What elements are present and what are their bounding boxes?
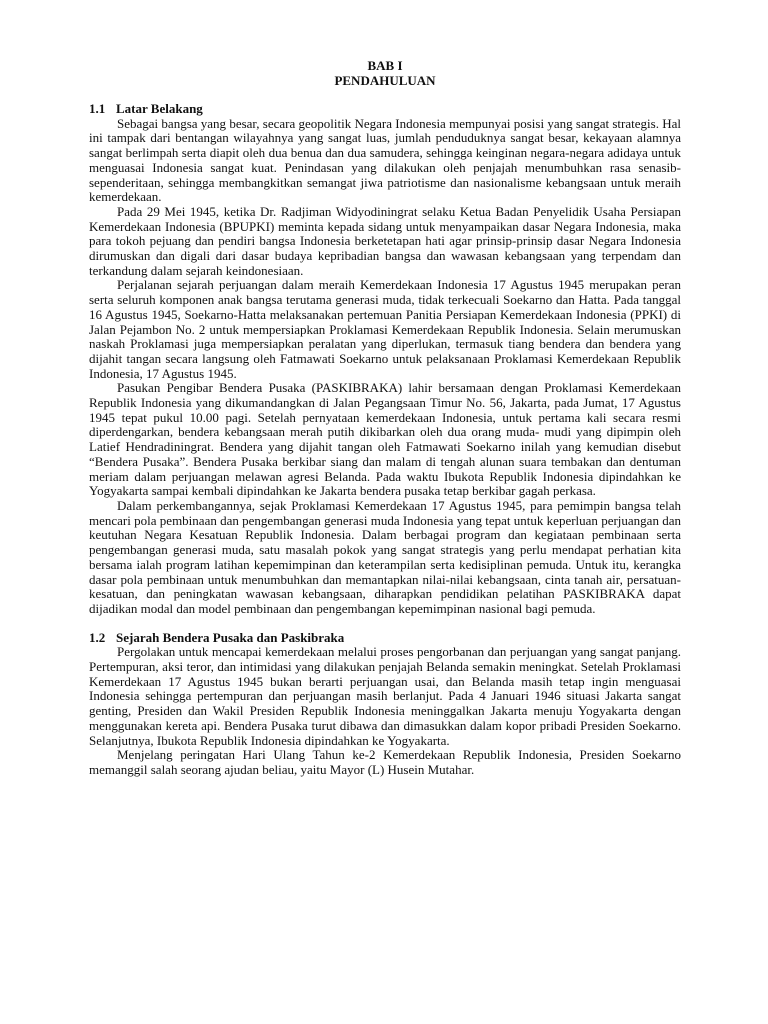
- paragraph: Pasukan Pengibar Bendera Pusaka (PASKIBRAKA) lahir bersamaan dengan Proklamasi Kemerdekaan Republik Indonesia yang dikumandangkan di Jalan Pegangsaan Timur No. 56, Jakarta, pada Jumat, 17 Agustus 1945 tepat pukul 10.00 pagi. Setelah pernyataan kemerdekaan Indonesia, untuk pertama kali secara resmi diperdengarkan, bendera kebangsaan merah putih dikibarkan oleh dua orang muda- mudi yang dipimpin oleh Latief Hendradiningrat. Bendera yang dijahit tangan oleh Fatmawati Soekarno inilah yang kemudian disebut “Bendera Pusaka”. Bendera Pusaka berkibar siang dan malam di tengah alunan suara tembakan dan dentuman meriam dalam perjuangan melawan agresi Belanda. Pada waktu Ibukota Republik Indonesia dipindahkan ke Yogyakarta sampai kembali dipindahkan ke Jakarta bendera pusaka tetap berkibar gagah perkasa.: [89, 380, 681, 499]
- paragraph: Sebagai bangsa yang besar, secara geopolitik Negara Indonesia mempunyai posisi yang sangat strategis. Hal ini tampak dari bentangan wilayahnya yang sangat luas, jumlah penduduknya sangat besar, kekayaan alamnya sangat berlimpah serta diapit oleh dua benua dan dua samudera, sehingga keinginan negara-negara adidaya untuk menguasai Indonesia sangat kuat. Penindasan yang dilakukan oleh penjajah menumbuhkan rasa senasib-sependeritaan, sehingga membangkitkan semangat jiwa patriotisme dan nasionalisme kebangsaan untuk meraih kemerdekaan.: [89, 115, 681, 205]
- paragraph: Menjelang peringatan Hari Ulang Tahun ke-2 Kemerdekaan Republik Indonesia, Presiden Soekarno memanggil salah seorang ajudan beliau, yaitu Mayor (L) Husein Mutahar.: [89, 747, 681, 777]
- section-heading: [89, 631, 681, 646]
- section-title: Sejarah Bendera Pusaka dan Paskibraka: [116, 629, 345, 645]
- section-spacer: [89, 617, 681, 631]
- chapter-label: BAB I: [367, 58, 403, 73]
- document-page: [89, 58, 681, 778]
- chapter-title: PENDAHULUAN: [334, 73, 436, 88]
- section-heading: [89, 102, 681, 117]
- section-sejarah-bendera: [89, 631, 681, 778]
- section-title: Latar Belakang: [116, 101, 203, 116]
- paragraph: Pergolakan untuk mencapai kemerdekaan melalui proses pengorbanan dan perjuangan yang sangat panjang. Pertempuran, aksi teror, dan intimidasi yang dilakukan penjajah Belanda semakin meningkat. Setelah Proklamasi Kemerdekaan 17 Agustus 1945 bukan berarti perjuangan usai, dan Belanda masih tetap ingin menguasai Indonesia sehingga pertempuran dan perjuangan masih berlanjut. Pada 4 Januari 1946 situasi Jakarta sangat genting, Presiden dan Wakil Presiden Republik Indonesia meninggalkan Jakarta menuju Yogyakarta dengan menggunakan kereta api. Bendera Pusaka turut dibawa dan dimasukkan dalam kopor pribadi Presiden Soekarno. Selanjutnya, Ibukota Republik Indonesia dipindahkan ke Yogyakarta.: [89, 644, 681, 748]
- section-number: 1.1: [89, 101, 106, 116]
- paragraph: Pada 29 Mei 1945, ketika Dr. Radjiman Widyodiningrat selaku Ketua Badan Penyelidik Usaha Persiapan Kemerdekaan Indonesia (BPUPKI) meminta kepada sidang untuk menyampaikan dasar Negara Indonesia, maka para tokoh pejuang dan pendiri bangsa Indonesia berketetapan hati agar prinsip-prinsip dasar Negara Indonesia dirumuskan dan digali dari dasar budaya kepribadian bangsa dan wawasan kebangsaan yang terpendam dan terkandung dalam sejarah keindonesiaan.: [89, 203, 681, 278]
- section-latar-belakang: [89, 102, 681, 617]
- paragraph: Dalam perkembangannya, sejak Proklamasi Kemerdekaan 17 Agustus 1945, para pemimpin bangsa telah mencari pola pembinaan dan pengembangan generasi muda Indonesia yang tepat untuk keperluan perjuangan dan keutuhan Negara Kesatuan Republik Indonesia. Dalam berbagai program dan kegiataan pembinaan serta pengembangan generasi muda, satu masalah pokok yang sangat strategis yang perlu mendapat perhatian kita bersama ialah program latihan kepemimpinan dan keterampilan serta kedisiplinan pemuda. Untuk itu, kerangka dasar pola pembinaan untuk menumbuhkan dan memantapkan nilai-nilai kebangsaan, cinta tanah air, persatuan-kesatuan, dan peningkatan wawasan kebangsaan, diharapkan pendidikan pelatihan PASKIBRAKA dapat dijadikan modal dan model pembinaan dan pengembangan kepemimpinan nasional bagi pemuda.: [89, 497, 681, 616]
- paragraph: Perjalanan sejarah perjuangan dalam meraih Kemerdekaan Indonesia 17 Agustus 1945 merupakan peran serta seluruh komponen anak bangsa terutama generasi muda, tidak terkecuali Soekarno dan Hatta. Pada tanggal 16 Agustus 1945, Soekarno-Hatta melaksanakan pertemuan Panitia Persiapan Kemerdekaan Indonesia (PPKI) di Jalan Pejambon No. 2 untuk mempersiapkan Proklamasi Kemerdekaan Republik Indonesia. Selain merumuskan naskah Proklamasi juga mempersiapkan peralatan yang diperlukan, termasuk tiang bendera dan bendera yang dijahit tangan secara langsung oleh Fatmawati Soekarno untuk pelaksanaan Proklamasi Kemerdekaan Republik Indonesia, 17 Agustus 1945.: [89, 277, 681, 381]
- section-number: 1.2: [89, 629, 106, 645]
